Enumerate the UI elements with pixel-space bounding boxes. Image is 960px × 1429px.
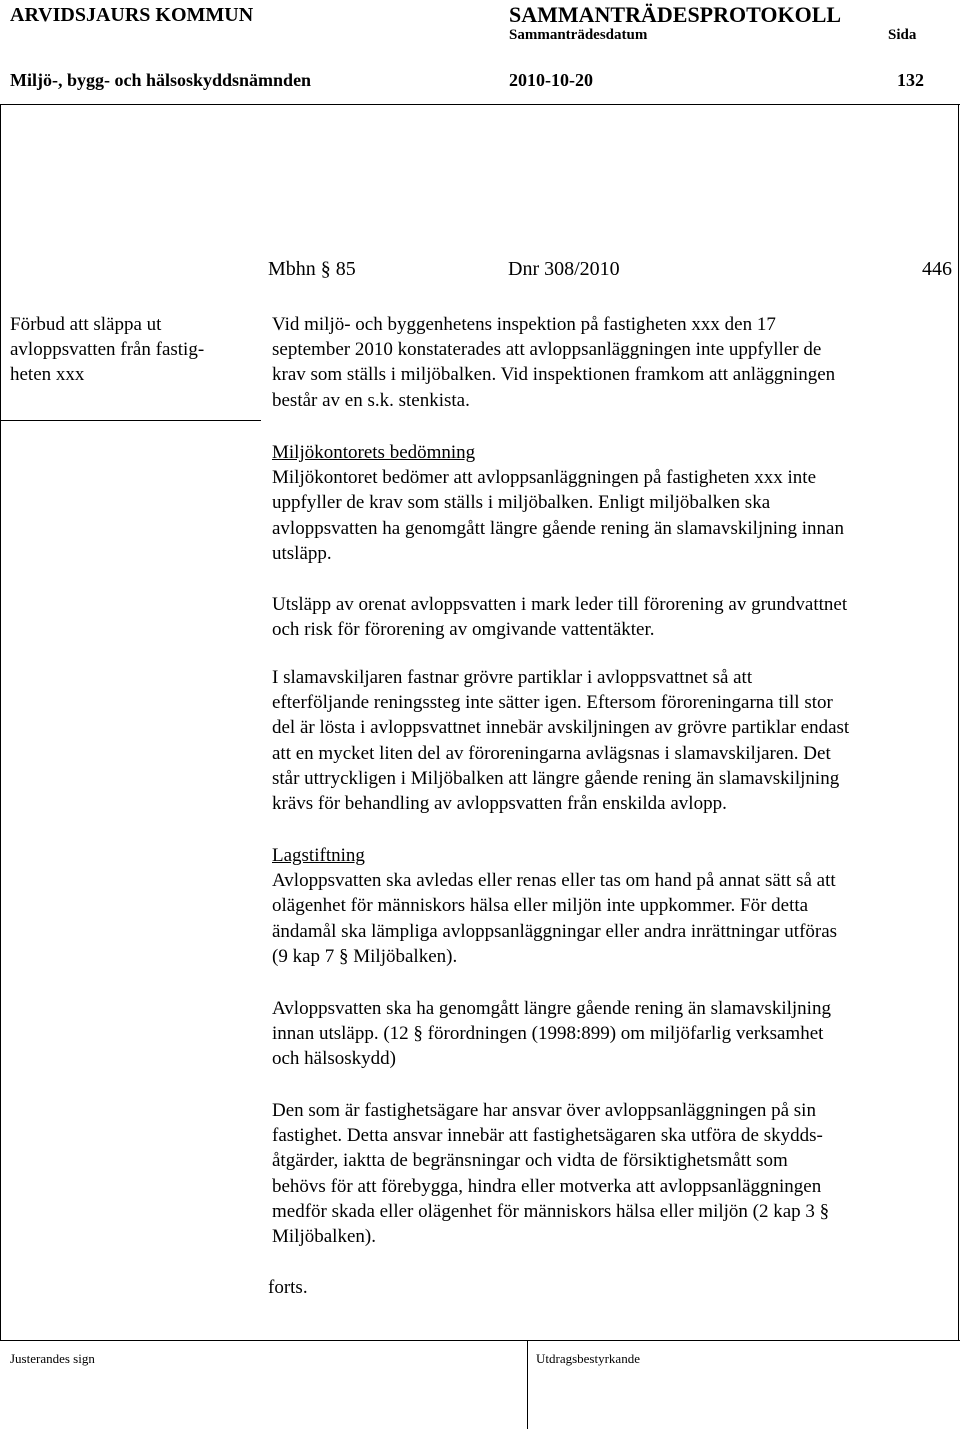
side-heading-line: heten xxx [10, 364, 85, 385]
registration-number: Dnr 308/2010 [508, 258, 620, 280]
discharge-paragraph: Utsläpp av orenat avloppsvatten i mark leder till förorening av grundvattnet och risk för förorening av omgivande vattentäkter. [272, 594, 848, 641]
side-heading-line: avloppsvatten från fastig- [10, 339, 205, 360]
legislation-paragraph-2: Avloppsvatten ska ha genomgått längre gående rening än slamavskiljning innan utsläpp. (12 § förordningen (1998:899) om miljöfarlig verksamhet och hälsoskydd) [272, 998, 831, 1070]
extract-certification-label: Utdragsbestyrkande [536, 1351, 640, 1366]
side-column-divider [0, 420, 261, 421]
page-number: 132 [897, 70, 924, 90]
footer-column-separator [527, 1340, 528, 1429]
footer-divider [0, 1340, 960, 1341]
legislation-section: Lagstiftning Avloppsvatten ska avledas eller renas eller tas om hand på annat sätt så att olägenhet för människors hälsa eller miljön inte uppkommer. För detta ändamål ska lämpliga avloppsanläggningar eller andra inrättningar utföras (9 kap 7 § Miljöbalken). [272, 843, 952, 969]
frame-left-border [0, 104, 1, 1341]
side-heading-line: Förbud att släppa ut [10, 314, 162, 335]
header-divider [0, 104, 960, 105]
page-label: Sida [888, 27, 917, 43]
paragraph-reference: Mbhn § 85 [268, 258, 356, 280]
case-number: 446 [922, 258, 952, 280]
legislation-heading: Lagstiftning [272, 845, 365, 866]
case-reference-line [268, 258, 952, 284]
case-side-heading [10, 312, 250, 387]
committee-name: Miljö-, bygg- och hälsoskyddsnämnden [10, 70, 312, 90]
meeting-date-value: 2010-10-20 [509, 70, 593, 90]
separator-paragraph: I slamavskiljaren fastnar grövre partiklar i avloppsvattnet så att efterföljande reningssteg inte sätter igen. Eftersom föroreningarna till stor del är lösta i avloppsvattnet innebär avskiljningen av grövre partiklar endast att en mycket liten del av föroreningarna avlägsnas i slamavskiljaren. Det står uttryckligen i Miljöbalken att längre gående rening än slamavskiljning krävs för behandling av avloppsvatten från enskilda avlopp. [272, 667, 850, 815]
meeting-date-label: Sammanträdesdatum [509, 27, 648, 43]
document-title: SAMMANTRÄDESPROTOKOLL [509, 2, 842, 27]
assessment-section: Miljökontorets bedömning Miljökontoret bedömer att avloppsanläggningen på fastigheten xxx inte uppfyller de krav som ställs i miljöbalken. Enligt miljöbalken ska avloppsvatten ha genomgått längre gående rening än slamavskiljning innan utsläpp. [272, 440, 952, 566]
continued-marker: forts. [268, 1277, 308, 1298]
legislation-paragraph-3: Den som är fastighetsägare har ansvar över avloppsanläggningen på sin fastighet. Detta ansvar innebär att fastighetsägaren ska utföra de skydds- åtgärder, iaktta de begränsningar och vidta de försiktighetsmått som behövs för att förebygga, hindra eller motverka att avloppsanläggningen medför skada eller olägenhet för människors hälsa eller miljön (2 kap 3 § Miljöbalken). [272, 1100, 830, 1248]
adjuster-signature-label: Justerandes sign [10, 1351, 95, 1366]
intro-paragraph: Vid miljö- och byggenhetens inspektion på fastigheten xxx den 17 september 2010 konstaterades att avloppsanläggningen inte uppfyller de krav som ställs i miljöbalken. Vid inspektionen framkom att anläggningen består av en s.k. stenkista. [272, 314, 836, 411]
frame-right-border [958, 104, 959, 1341]
municipality-name: ARVIDSJAURS KOMMUN [10, 4, 254, 26]
assessment-heading: Miljökontorets bedömning [272, 442, 476, 463]
